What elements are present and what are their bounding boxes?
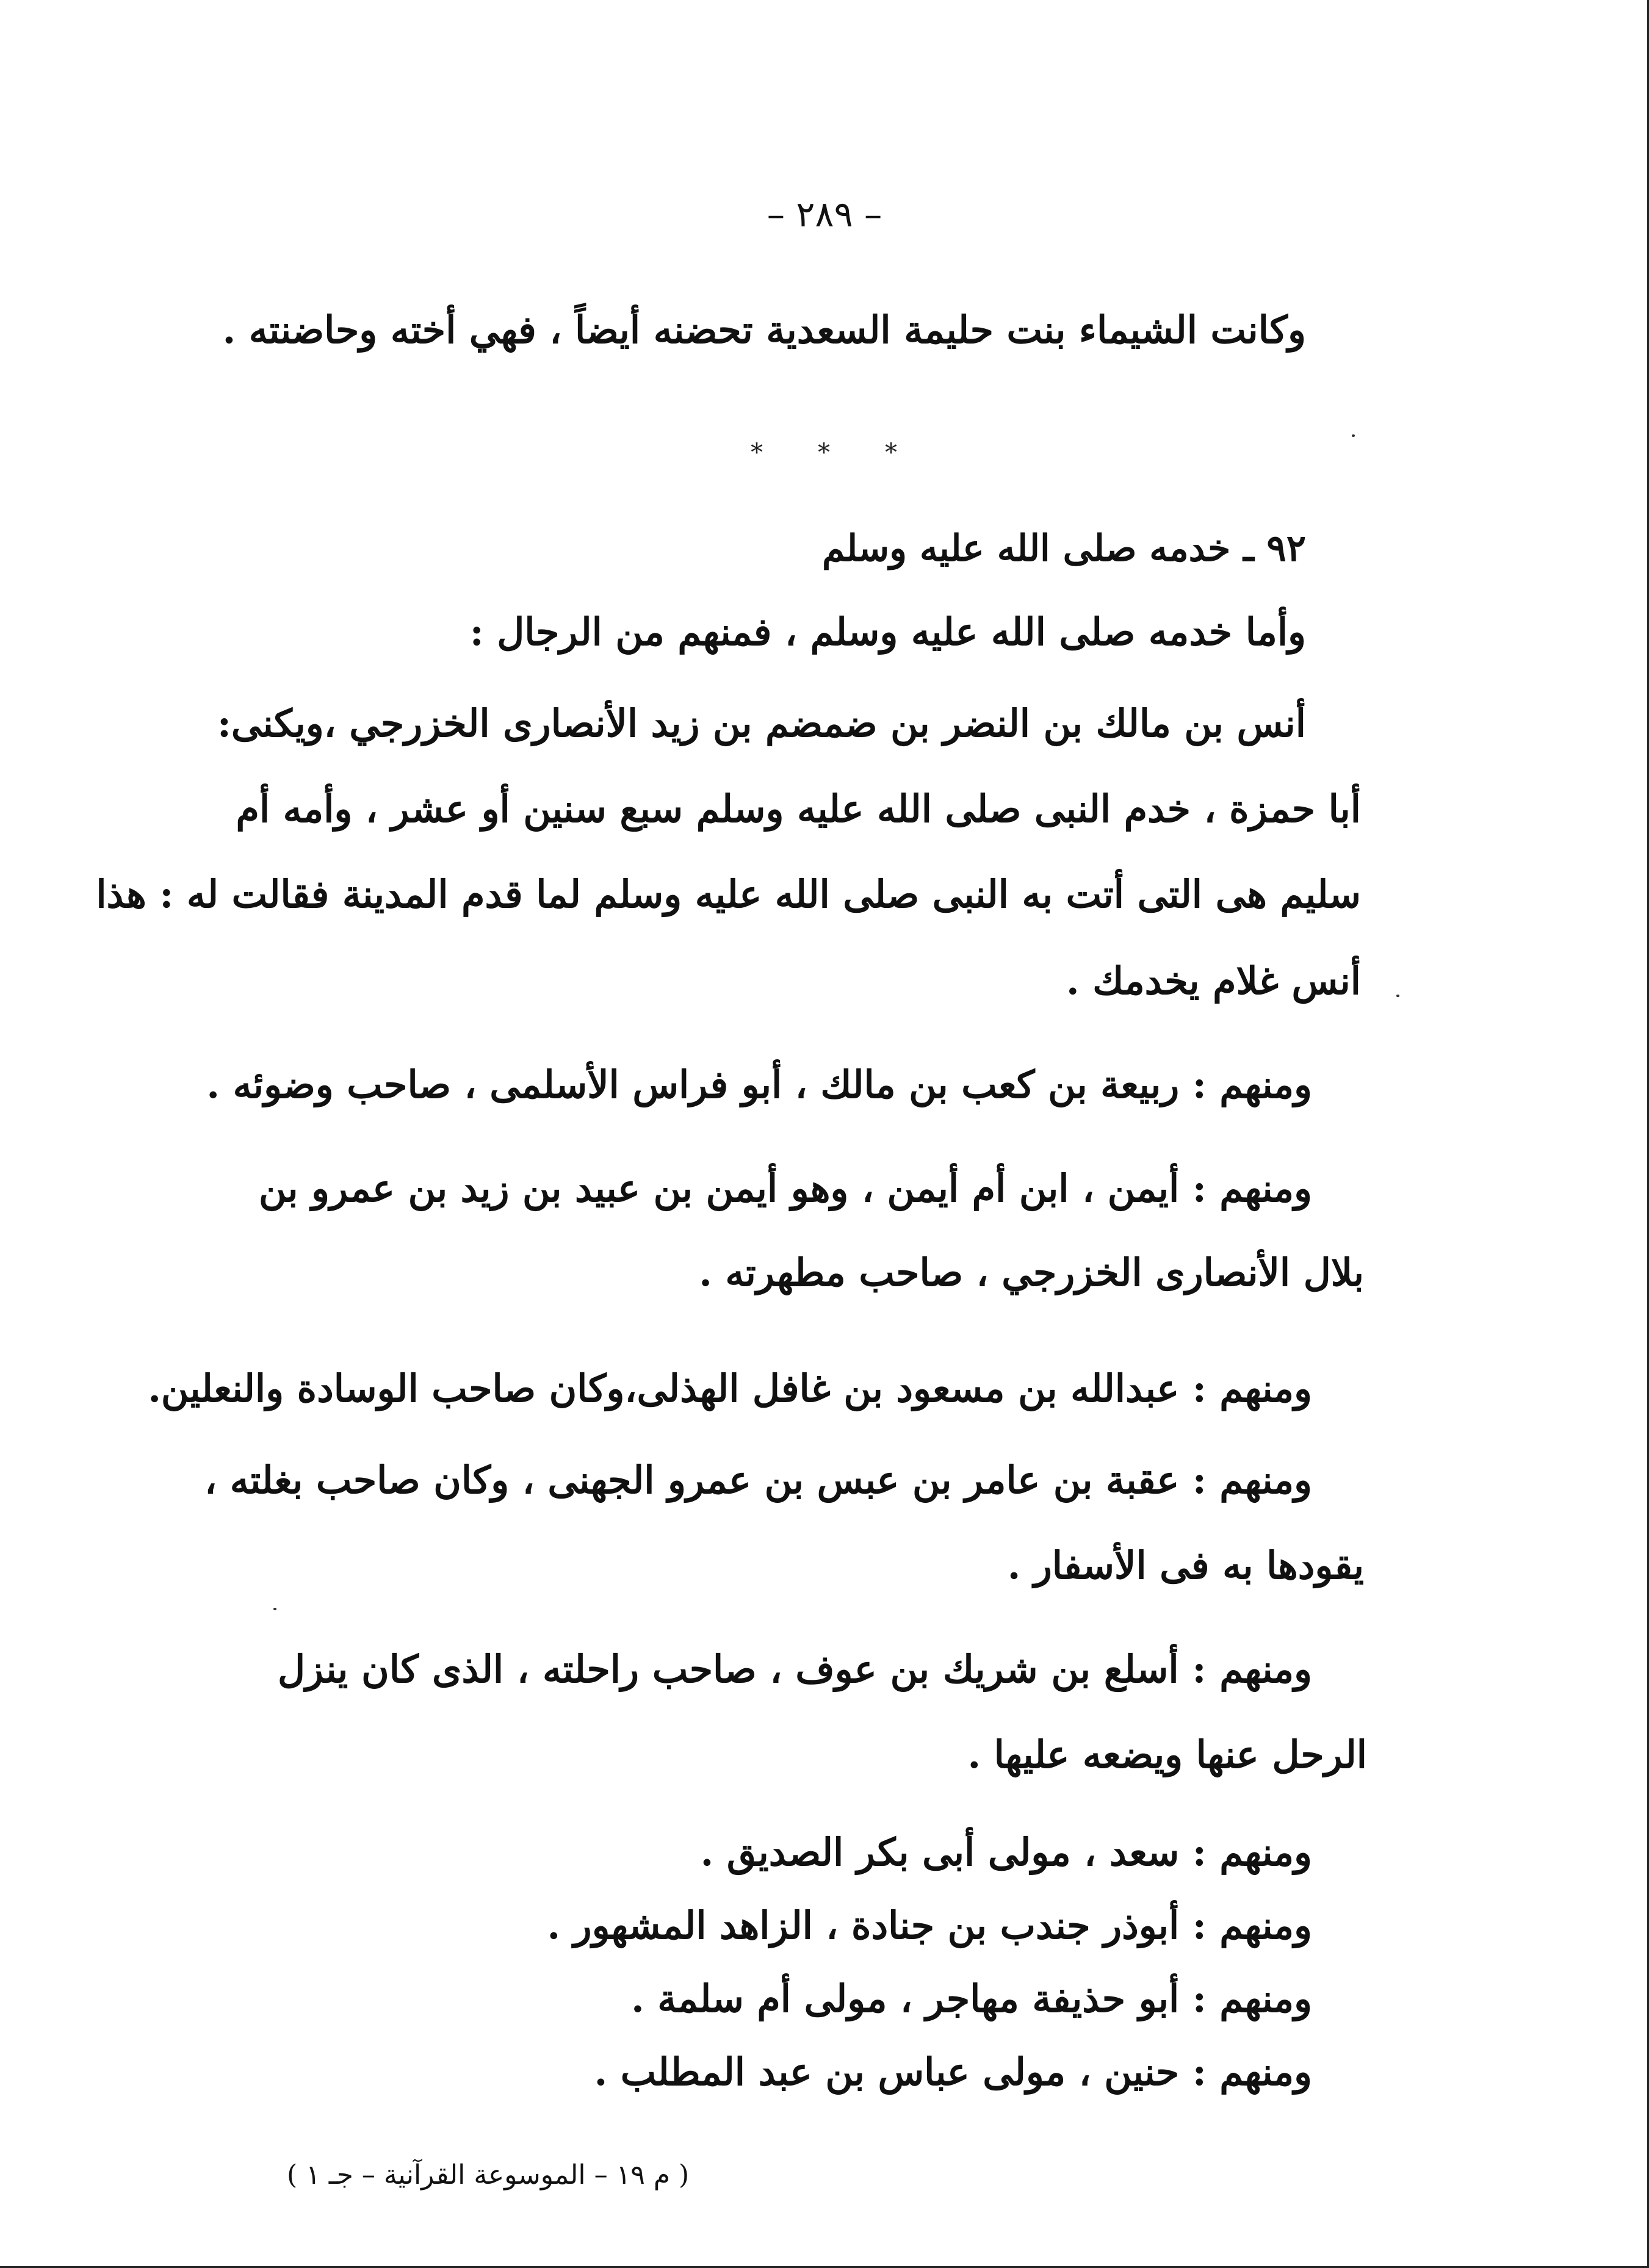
page-number: – ٢٨٩ – (767, 193, 882, 235)
paragraph-line-18: ومنهم : حنين ، مولى عباس بن عبد المطلب . (594, 2050, 1312, 2094)
footer-reference (287, 2160, 751, 2191)
paragraph-line-10: ومنهم : عبدالله بن مسعود بن غافل الهذلى،وكان صاحب الوسادة والنعلين. (148, 1366, 1312, 1411)
paragraph-line-17: ومنهم : أبو حذيفة مهاجر ، مولى أم سلمة . (631, 1976, 1312, 2021)
paragraph-line-5: سليم هى التى أتت به النبى صلى الله عليه وسلم لما قدم المدينة فقالت له : هذا (96, 872, 1361, 916)
separator-star-icon: * (885, 439, 897, 467)
separator-star-icon: * (751, 439, 763, 467)
paragraph-line-2: وأما خدمه صلى الله عليه وسلم ، فمنهم من الرجال : (469, 610, 1306, 654)
footer-reference-text: ( م ١٩ – الموسوعة القرآنية – جـ ١ ) (287, 2159, 690, 2191)
paragraph-line-15: ومنهم : سعد ، مولى أبى بكر الصديق . (700, 1830, 1312, 1874)
scan-speck (273, 1608, 276, 1610)
paragraph-line-6: أنس غلام يخدمك . (1066, 959, 1361, 1003)
paragraph-line-3: أنس بن مالك بن النضر بن ضمضم بن زيد الأنصارى الخزرجي ،ويكنى: (217, 701, 1306, 746)
section-heading: ٩٢ ـ خدمه صلى الله عليه وسلم (821, 527, 1306, 570)
paragraph-line-12: يقودها به فى الأسفار . (1007, 1543, 1364, 1588)
separator-star-icon: * (818, 439, 830, 467)
paragraph-line-9: بلال الأنصارى الخزرجي ، صاحب مطهرته . (699, 1250, 1364, 1295)
section-separator (751, 441, 897, 465)
paragraph-line-11: ومنهم : عقبة بن عامر بن عبس بن عمرو الجهنى ، وكان صاحب بغلته ، (204, 1458, 1312, 1502)
paragraph-line-1: وكانت الشيماء بنت حليمة السعدية تحضنه أيضاً ، فهي أخته وحاضنته . (222, 308, 1306, 352)
paragraph-line-7: ومنهم : ربيعة بن كعب بن مالك ، أبو فراس الأسلمى ، صاحب وضوئه . (206, 1062, 1312, 1107)
scan-speck (1396, 995, 1399, 997)
paragraph-line-16: ومنهم : أبوذر جندب بن جنادة ، الزاهد المشهور . (547, 1903, 1312, 1948)
paragraph-line-8: ومنهم : أيمن ، ابن أم أيمن ، وهو أيمن بن عبيد بن زيد بن عمرو بن (259, 1166, 1312, 1211)
paragraph-line-14: الرحل عنها ويضعه عليها . (967, 1732, 1367, 1777)
paragraph-line-13: ومنهم : أسلع بن شريك بن عوف ، صاحب راحلته ، الذى كان ينزل (278, 1647, 1312, 1691)
scan-speck (1352, 434, 1355, 437)
paragraph-line-4: أبا حمزة ، خدم النبى صلى الله عليه وسلم سبع سنين أو عشر ، وأمه أم (236, 787, 1361, 831)
